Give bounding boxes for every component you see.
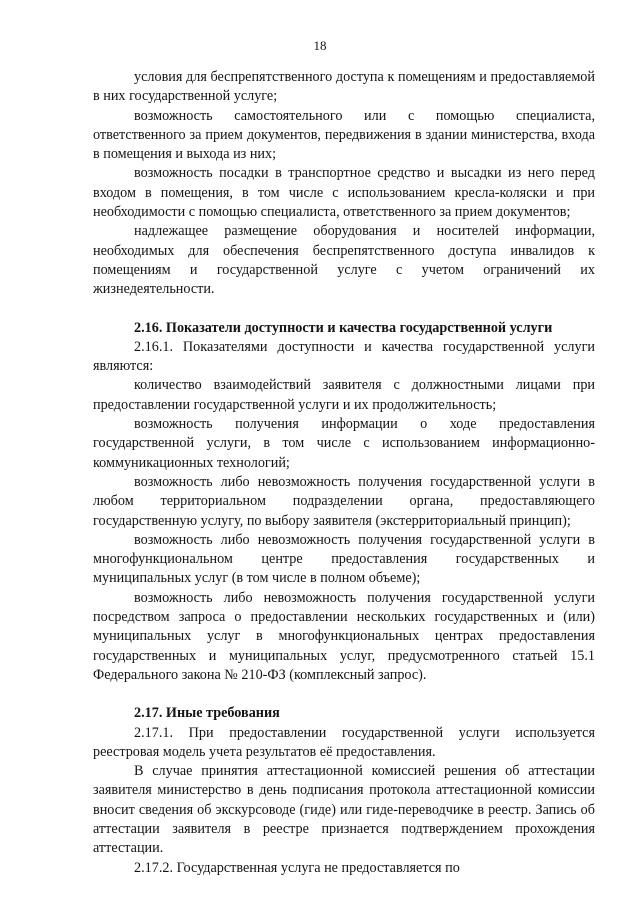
paragraph: возможность либо невозможность получения государственной услуги посредством запроса о предоставлении нескольких государственных и (или) муниципальных услуг в многофункциональных центрах предоставления государственных и муниципальных услуг, предусмотренного статьей 15.1 Федерального закона № 210-ФЗ (комплексный запрос). xyxy=(93,589,595,683)
paragraph: возможность получения информации о ходе предоставления государственной услуги, в том числе с использованием информационно-коммуникационных технологий; xyxy=(93,416,595,471)
paragraph: 2.17.1. При предоставлении государственной услуги используется реестровая модель учета результатов её предоставления. xyxy=(93,724,595,760)
section-spacer xyxy=(93,685,595,704)
section-heading: 2.17. Иные требования xyxy=(134,705,280,722)
paragraph: возможность либо невозможность получения государственной услуги в любом территориальном подразделении органа, предоставляющего государственную услугу, по выбору заявителя (экстерриториальный принцип); xyxy=(93,473,595,529)
paragraph: 2.17.2. Государственная услуга не предоставляется по xyxy=(134,859,460,876)
paragraph: возможность либо невозможность получения государственной услуги в многофункциональном центре предоставления государственных и муниципальных услуг (в том числе в полном объеме); xyxy=(93,531,595,587)
paragraph: надлежащее размещение оборудования и носителей информации, необходимых для обеспечения беспрепятственного доступа инвалидов к помещениям и государственной услуге с учетом ограничений их жизнедеятельности. xyxy=(93,223,595,298)
section-heading: 2.16. Показатели доступности и качества государственной услуги xyxy=(134,319,553,336)
paragraph: количество взаимодействий заявителя с должностными лицами при предоставлении государственной услуги и их продолжительность; xyxy=(93,377,595,413)
paragraph: возможность посадки в транспортное средство и высадки из него перед входом в помещения, в том числе с использованием кресла-коляски и при необходимости с помощью специалиста, ответственного за прием документов; xyxy=(93,165,595,221)
paragraph: возможность самостоятельного или с помощью специалиста, ответственного за прием документов, передвижения в здании министерства, входа в помещения и выхода из них; xyxy=(93,107,595,163)
section-spacer xyxy=(93,300,595,319)
paragraph: условия для беспрепятственного доступа к помещениям и предоставляемой в них государственной услуге; xyxy=(93,69,595,105)
paragraph: В случае принятия аттестационной комиссией решения об аттестации заявителя министерство в день подписания протокола аттестационной комиссии вносит сведения об экскурсоводе (гиде) или гиде-переводчике в реестр. Запись об аттестации заявителя в реестре признается подтверждением прохождения аттестации. xyxy=(93,763,595,857)
page-number: 18 xyxy=(313,38,327,53)
document-body xyxy=(93,68,595,878)
paragraph: 2.16.1. Показателями доступности и качества государственной услуги являются: xyxy=(93,338,595,375)
